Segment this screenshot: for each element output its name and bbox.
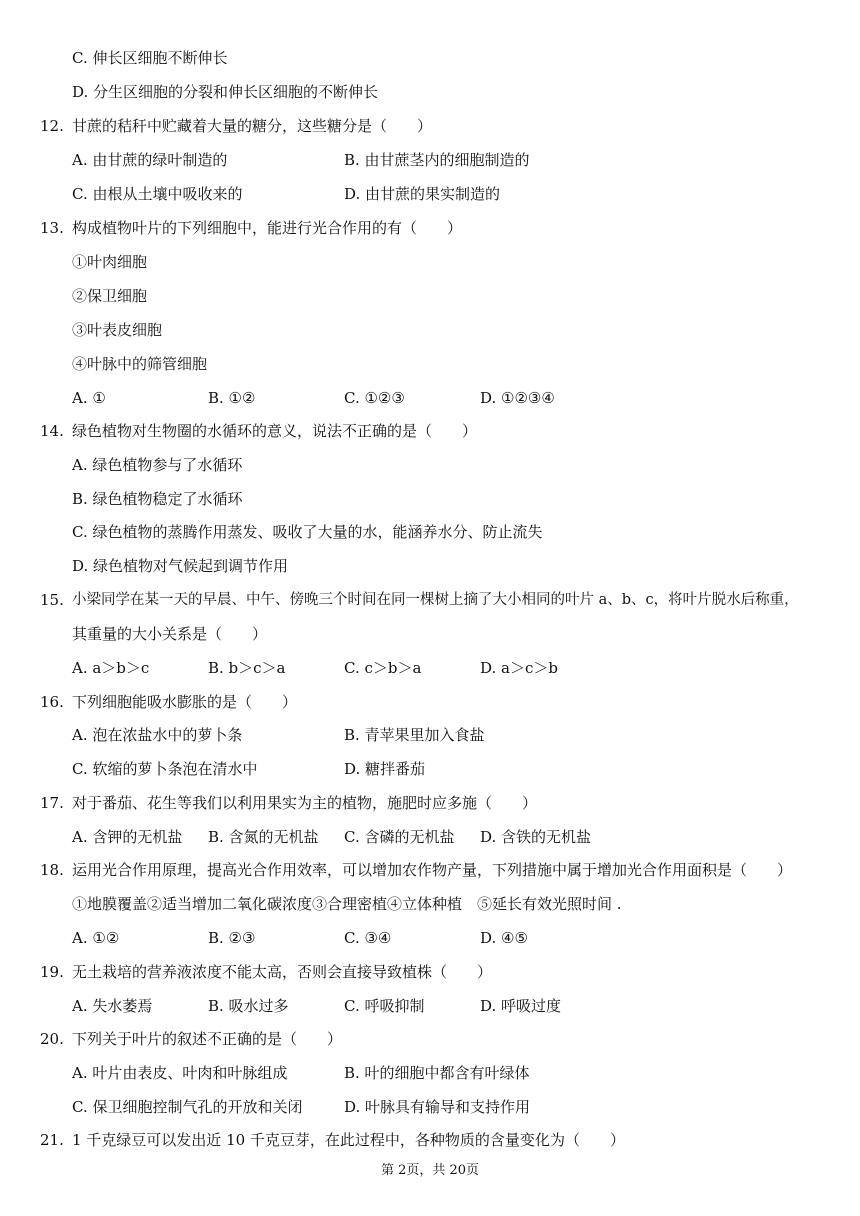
q18-stem: 运用光合作用原理，提高光合作用效率，可以增加农作物产量，下列措施中属于增加光合作用面积是（ ）: [72, 861, 793, 879]
q13-item-3: ③叶表皮细胞: [72, 321, 163, 339]
q17-option-c: C. 含磷的无机盐: [344, 828, 455, 846]
q14-stem: 绿色植物对生物圈的水循环的意义，说法不正确的是（ ）: [72, 422, 478, 440]
q17-option-b: B. 含氮的无机盐: [208, 828, 319, 846]
q15-stem: 小梁同学在某一天的早晨、中午、傍晚三个时间在同一棵树上摘了大小相同的叶片 a、b、c，将叶片脱水后称重，: [72, 592, 799, 608]
q13-option-d: D. ①②③④: [480, 389, 555, 407]
page-number: 第 2页，共 20页: [380, 1163, 480, 1178]
q19-stem: 无土栽培的营养液浓度不能太高，否则会直接导致植株（ ）: [72, 963, 493, 981]
q14-option-b: B. 绿色植物稳定了水循环: [72, 490, 243, 508]
q13-item-4: ④叶脉中的筛管细胞: [72, 355, 208, 373]
q14-option-c: C. 绿色植物的蒸腾作用蒸发、吸收了大量的水，能涵养水分、防止流失: [72, 523, 543, 541]
q19-option-d: D. 呼吸过度: [480, 997, 562, 1015]
q14-number: 14.: [40, 422, 64, 440]
q16-stem: 下列细胞能吸水膨胀的是（ ）: [72, 693, 298, 711]
q16-option-c: C. 软缩的萝卜条泡在清水中: [72, 760, 258, 778]
q17-option-a: A. 含钾的无机盐: [72, 828, 183, 846]
q15-option-b: B. b＞c＞a: [208, 659, 286, 677]
q12-option-c: C. 由根从土壤中吸收来的: [72, 185, 243, 203]
q20-option-a: A. 叶片由表皮、叶肉和叶脉组成: [72, 1064, 288, 1082]
q11-option-c: C. 伸长区细胞不断伸长: [72, 49, 228, 67]
q13-item-2: ②保卫细胞: [72, 287, 148, 305]
q15-option-a: A. a＞b＞c: [72, 659, 150, 677]
q18-option-c: C. ③④: [344, 929, 392, 947]
q16-number: 16.: [40, 693, 64, 711]
q18-number: 18.: [40, 861, 64, 879]
q16-option-b: B. 青苹果里加入食盐: [344, 726, 485, 744]
q18-option-b: B. ②③: [208, 929, 256, 947]
q17-stem: 对于番茄、花生等我们以利用果实为主的植物，施肥时应多施（ ）: [72, 794, 538, 812]
q16-option-d: D. 糖拌番茄: [344, 760, 426, 778]
q17-number: 17.: [40, 794, 64, 812]
q19-option-a: A. 失水萎焉: [72, 997, 153, 1015]
q13-number: 13.: [40, 219, 64, 237]
q15-option-d: D. a＞c＞b: [480, 659, 558, 677]
q15-stem-continued: 其重量的大小关系是（ ）: [72, 625, 268, 643]
q15-option-c: C. c＞b＞a: [344, 659, 422, 677]
q20-stem: 下列关于叶片的叙述不正确的是（ ）: [72, 1030, 343, 1048]
q15-number: 15.: [40, 591, 64, 609]
q20-option-b: B. 叶的细胞中都含有叶绿体: [344, 1064, 530, 1082]
q18-option-a: A. ①②: [72, 929, 120, 947]
q12-option-b: B. 由甘蔗茎内的细胞制造的: [344, 151, 530, 169]
q20-option-d: D. 叶脉具有输导和支持作用: [344, 1098, 531, 1116]
q11-option-d: D. 分生区细胞的分裂和伸长区细胞的不断伸长: [72, 83, 379, 101]
q21-stem: 1 千克绿豆可以发出近 10 千克豆芽，在此过程中，各种物质的含量变化为（ ）: [72, 1131, 625, 1149]
q13-item-1: ①叶肉细胞: [72, 253, 148, 271]
q12-option-a: A. 由甘蔗的绿叶制造的: [72, 151, 228, 169]
q13-stem: 构成植物叶片的下列细胞中，能进行光合作用的有（ ）: [72, 219, 463, 237]
q19-option-c: C. 呼吸抑制: [344, 997, 425, 1015]
q16-option-a: A. 泡在浓盐水中的萝卜条: [72, 726, 243, 744]
q18-option-d: D. ④⑤: [480, 929, 528, 947]
q12-option-d: D. 由甘蔗的果实制造的: [344, 185, 501, 203]
q14-option-d: D. 绿色植物对气候起到调节作用: [72, 557, 289, 575]
q13-option-a: A. ①: [72, 389, 106, 407]
q13-option-b: B. ①②: [208, 389, 256, 407]
q19-option-b: B. 吸水过多: [208, 997, 289, 1015]
q19-number: 19.: [40, 963, 64, 981]
q20-option-c: C. 保卫细胞控制气孔的开放和关闭: [72, 1098, 303, 1116]
q12-stem: 甘蔗的秸秆中贮藏着大量的糖分，这些糖分是（ ）: [72, 117, 433, 135]
q13-option-c: C. ①②③: [344, 389, 405, 407]
q12-number: 12.: [40, 117, 64, 135]
q14-option-a: A. 绿色植物参与了水循环: [72, 456, 243, 474]
q21-number: 21.: [40, 1131, 64, 1149]
q17-option-d: D. 含铁的无机盐: [480, 828, 592, 846]
q18-measures: ①地膜覆盖②适当增加二氧化碳浓度③合理密植④立体种植 ⑤延长有效光照时间 .: [72, 895, 622, 913]
q20-number: 20.: [40, 1030, 64, 1048]
